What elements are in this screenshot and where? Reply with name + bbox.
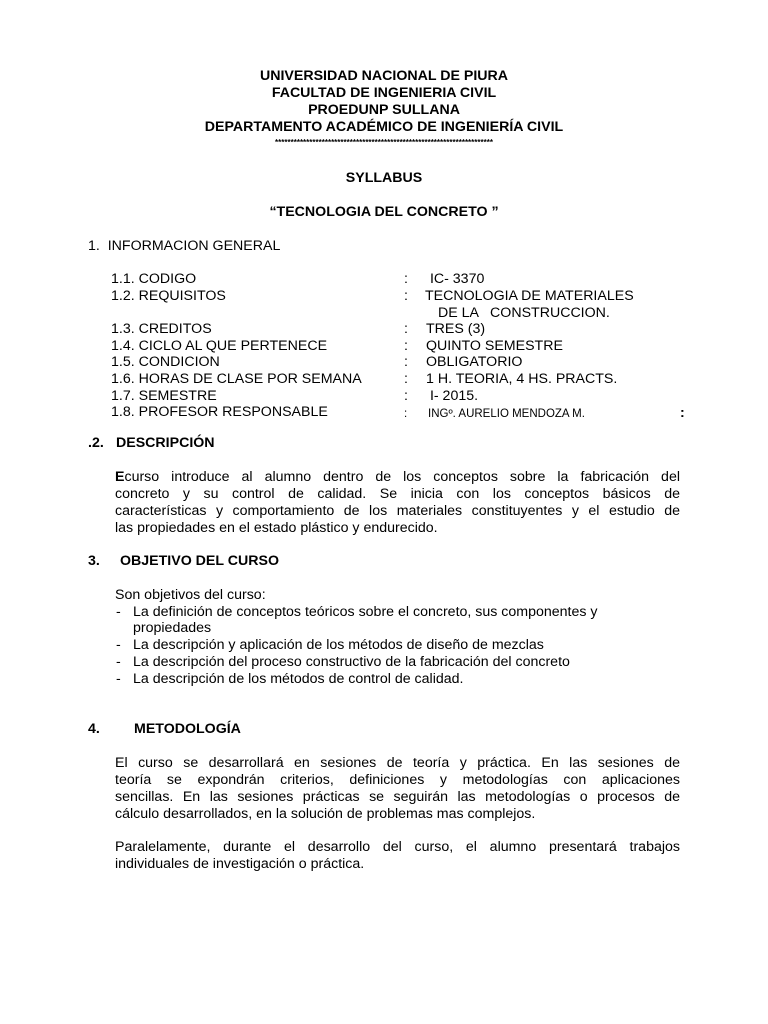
methodology-line: cálculo desarrollados, en la solución de problemas mas complejos.	[115, 806, 536, 822]
info-label: 1.1. CODIGO	[111, 271, 197, 287]
info-label: 1.2. REQUISITOS	[111, 288, 226, 304]
info-colon: :	[404, 288, 408, 304]
bullet-dash: -	[116, 604, 121, 620]
description-line: las propiedades en el estado plástico y endurecido.	[115, 520, 438, 536]
info-value: OBLIGATORIO	[426, 354, 523, 370]
methodology-line: El curso se desarrollará en sesiones de teoría y práctica. En las sesiones de	[115, 755, 680, 771]
info-label: 1.3. CREDITOS	[111, 321, 212, 337]
methodology-line: individuales de investigación o práctica.	[115, 856, 365, 872]
info-value: IC- 3370	[426, 271, 485, 287]
program-name: PROEDUNP SULLANA	[308, 102, 460, 118]
info-colon: :	[404, 408, 408, 420]
section4-number: 4.	[88, 721, 100, 737]
description-line: concreto y su control de calidad. Se inicia con los conceptos básicos de	[115, 486, 680, 502]
separator-line: **********************************************************************	[275, 138, 493, 147]
department-name: DEPARTAMENTO ACADÉMICO DE INGENIERÍA CIVIL	[204, 119, 564, 135]
info-label: 1.6. HORAS DE CLASE POR SEMANA	[111, 371, 362, 387]
section1-heading: 1. INFORMACION GENERAL	[88, 238, 281, 254]
info-colon: :	[404, 321, 408, 337]
methodology-line: teoría se expondrán criterios, definiciones y metodologías con aplicaciones	[115, 772, 680, 788]
doc-type: SYLLABUS	[345, 170, 423, 186]
description-line: características y comportamiento de los materiales constituyentes y el estudio de	[115, 503, 680, 519]
info-value: 1 H. TEORIA, 4 HS. PRACTS.	[426, 371, 618, 387]
course-title: “TECNOLOGIA DEL CONCRETO ”	[269, 204, 499, 220]
methodology-line: sencillas. En las sesiones prácticas se seguirán las metodologías o procesos de	[115, 789, 680, 805]
info-value: TECNOLOGIA DE MATERIALES	[425, 288, 634, 304]
section2-number: .2.	[88, 435, 104, 451]
info-colon: :	[404, 371, 408, 387]
bullet-dash: -	[116, 671, 121, 687]
section4-title: METODOLOGÍA	[134, 721, 241, 737]
section3-title: OBJETIVO DEL CURSO	[120, 553, 279, 569]
list-item: La descripción y aplicación de los métodos de diseño de mezclas	[133, 637, 544, 653]
info-trailing-colon: :	[680, 405, 685, 421]
description-line: Ecurso introduce al alumno dentro de los conceptos sobre la fabricación del	[115, 469, 680, 485]
info-value: I- 2015.	[426, 388, 479, 404]
info-label: 1.7. SEMESTRE	[111, 388, 217, 404]
section3-number: 3.	[88, 553, 100, 569]
list-item-continued: propiedades	[133, 620, 212, 636]
info-value: TRES (3)	[426, 321, 486, 337]
info-label: 1.5. CONDICION	[111, 354, 220, 370]
section2-title: DESCRIPCIÓN	[116, 435, 215, 451]
info-value: QUINTO SEMESTRE	[426, 338, 563, 354]
info-colon: :	[404, 271, 408, 287]
list-item: La descripción de los métodos de control de calidad.	[133, 671, 464, 687]
dropcap: E	[115, 469, 125, 485]
objectives-intro: Son objetivos del curso:	[115, 587, 266, 603]
info-colon: :	[404, 388, 408, 404]
faculty-name: FACULTAD DE INGENIERIA CIVIL	[271, 85, 497, 101]
bullet-dash: -	[116, 654, 121, 670]
info-colon: :	[404, 354, 408, 370]
list-item: La definición de conceptos teóricos sobre el concreto, sus componentes y	[133, 604, 598, 620]
info-colon: :	[404, 338, 408, 354]
info-value: INGº. AURELIO MENDOZA M.	[428, 408, 585, 420]
info-value-continued: DE LA CONSTRUCCION.	[438, 305, 610, 321]
bullet-dash: -	[116, 637, 121, 653]
info-label: 1.4. CICLO AL QUE PERTENECE	[111, 338, 328, 354]
list-item: La descripción del proceso constructivo de la fabricación del concreto	[133, 654, 570, 670]
info-label: 1.8. PROFESOR RESPONSABLE	[111, 404, 328, 420]
university-name: UNIVERSIDAD NACIONAL DE PIURA	[259, 68, 509, 84]
methodology-line: Paralelamente, durante el desarrollo del curso, el alumno presentará trabajos	[115, 839, 680, 855]
